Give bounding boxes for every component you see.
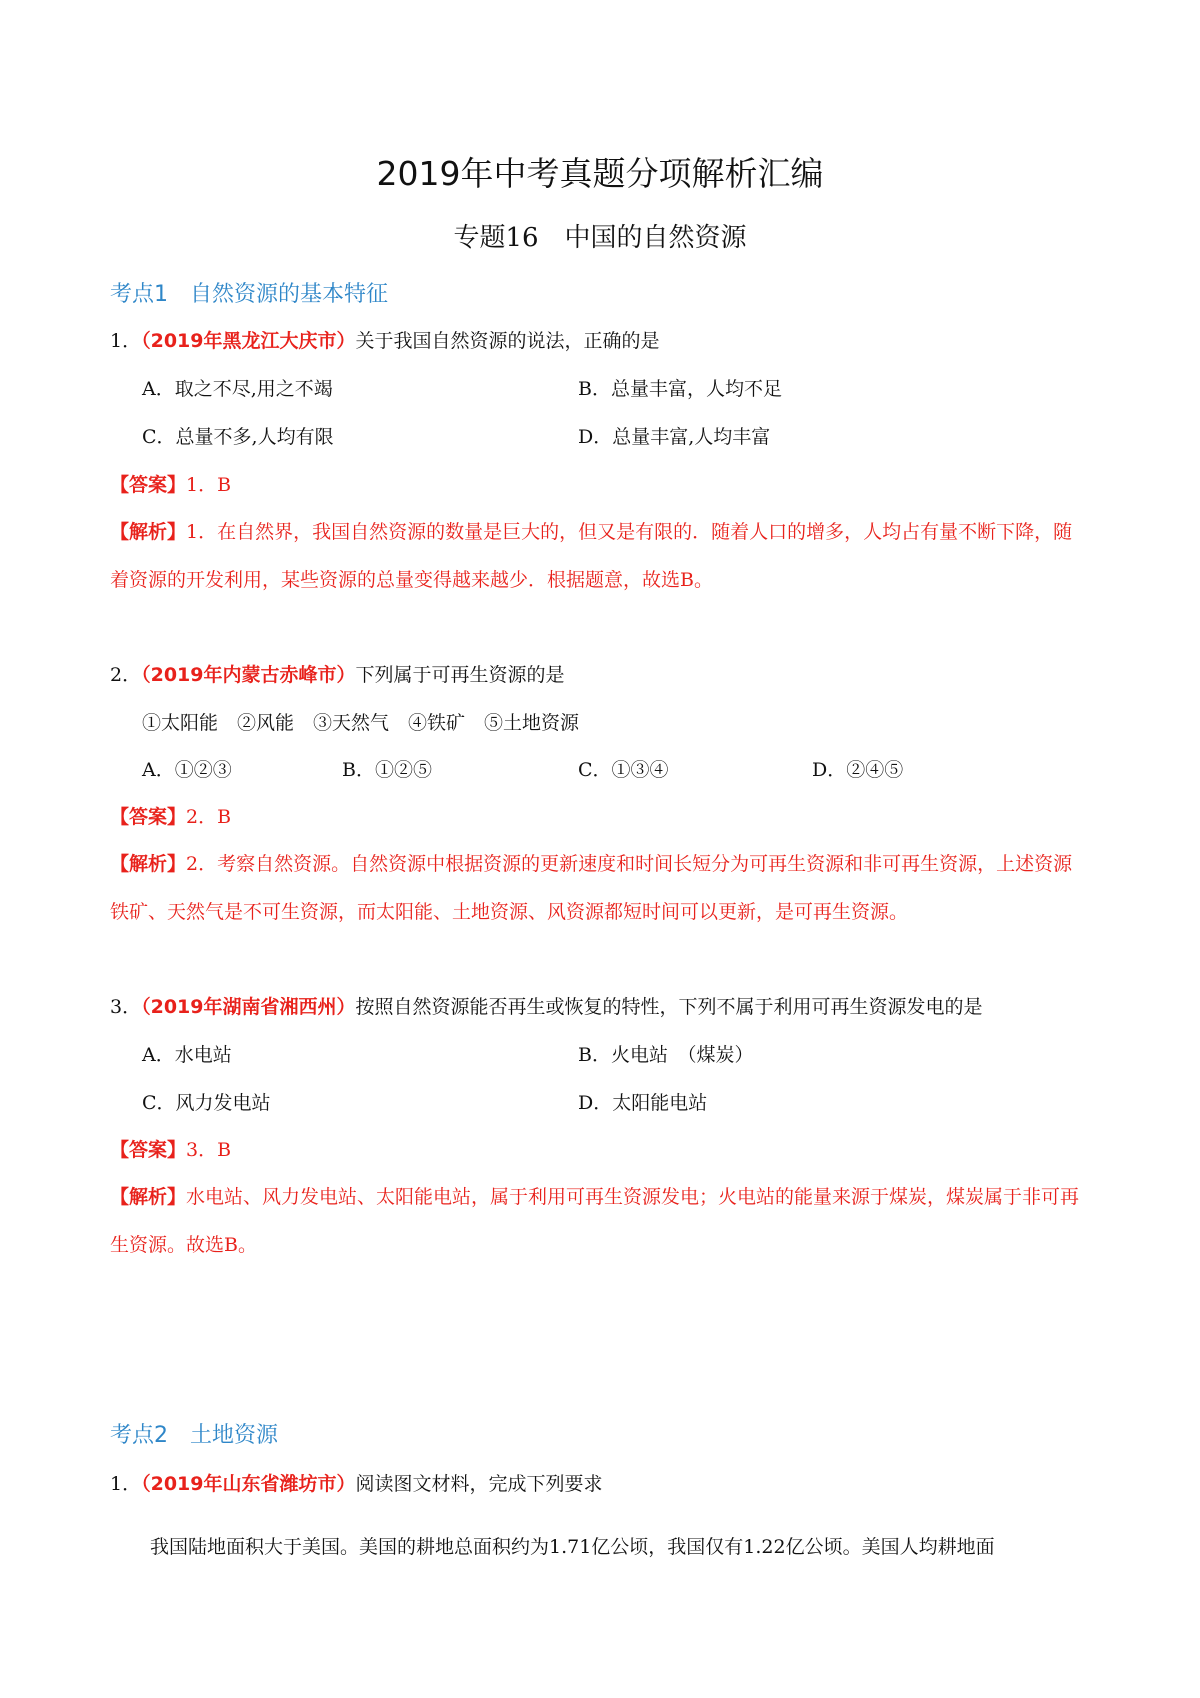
question-2-stem bbox=[110, 660, 565, 690]
question-text: 关于我国自然资源的说法，正确的是 bbox=[355, 330, 660, 352]
q1-option-a: A．取之不尽,用之不竭 bbox=[142, 378, 333, 400]
question-1-stem bbox=[110, 326, 660, 356]
analysis-text: 2．考察自然资源。自然资源中根据资源的更新速度和时间长短分为可再生资源和非可再生资源，上述资源铁矿、天然气是不可生资源，而太阳能、土地资源、风资源都短时间可以更新，是可再生资源。 bbox=[110, 853, 1073, 923]
analysis-text: 水电站、风力发电站、太阳能电站，属于利用可再生资源发电；火电站的能量来源于煤炭，煤炭属于非可再生资源。故选B。 bbox=[110, 1186, 1080, 1256]
question-source: （2019年山东省潍坊市） bbox=[141, 1473, 356, 1495]
answer-text: 2．B bbox=[186, 806, 232, 828]
q1-option-d: D．总量丰富,人均丰富 bbox=[578, 426, 771, 448]
q2-option-c: C．①③④ bbox=[578, 759, 669, 781]
analysis-tag: 【解析】 bbox=[110, 853, 187, 875]
q3-option-d: D．太阳能电站 bbox=[578, 1092, 708, 1114]
answer-text: 3．B bbox=[186, 1139, 232, 1161]
q1-option-c: C．总量不多,人均有限 bbox=[142, 426, 334, 448]
question-text: 按照自然资源能否再生或恢复的特性，下列不属于利用可再生资源发电的是 bbox=[355, 996, 983, 1018]
question-number: 2． bbox=[110, 664, 142, 686]
q3-answer bbox=[110, 1135, 231, 1165]
section2-question-1-stem bbox=[110, 1469, 603, 1499]
answer-text: 1．B bbox=[186, 474, 232, 496]
q2-option-a: A．①②③ bbox=[142, 759, 232, 781]
q1-option-b: B．总量丰富，人均不足 bbox=[578, 378, 782, 400]
q3-option-a: A．水电站 bbox=[142, 1044, 232, 1066]
question-source: （2019年内蒙古赤峰市） bbox=[141, 664, 356, 686]
q3-analysis bbox=[110, 1173, 1090, 1269]
q2-items: ①太阳能 ②风能 ③天然气 ④铁矿 ⑤土地资源 bbox=[142, 712, 580, 734]
q2-answer bbox=[110, 802, 231, 832]
q3-option-b: B．火电站 （煤炭） bbox=[578, 1044, 754, 1066]
q2-option-d: D．②④⑤ bbox=[812, 759, 904, 781]
section-heading-1: 考点1 自然资源的基本特征 bbox=[110, 282, 388, 307]
question-number: 1． bbox=[110, 1473, 142, 1495]
answer-tag: 【答案】 bbox=[110, 806, 187, 828]
question-source: （2019年湖南省湘西州） bbox=[141, 996, 356, 1018]
question-3-stem bbox=[110, 992, 983, 1022]
answer-tag: 【答案】 bbox=[110, 474, 187, 496]
question-text: 下列属于可再生资源的是 bbox=[355, 664, 565, 686]
question-number: 3． bbox=[110, 996, 142, 1018]
section-heading-2: 考点2 土地资源 bbox=[110, 1423, 278, 1448]
q3-option-c: C．风力发电站 bbox=[142, 1092, 271, 1114]
question-source: （2019年黑龙江大庆市） bbox=[141, 330, 356, 352]
analysis-text: 1．在自然界，我国自然资源的数量是巨大的，但又是有限的．随着人口的增多，人均占有量不断下降，随着资源的开发利用，某些资源的总量变得越来越少．根据题意，故选B。 bbox=[110, 521, 1073, 591]
page-subtitle: 专题16 中国的自然资源 bbox=[453, 223, 747, 253]
answer-tag: 【答案】 bbox=[110, 1139, 187, 1161]
question-text: 阅读图文材料，完成下列要求 bbox=[355, 1473, 603, 1495]
section2-question-1-material: 我国陆地面积大于美国。美国的耕地总面积约为1.71亿公顷，我国仅有1.22亿公顷。美国人均耕地面 bbox=[150, 1536, 995, 1558]
question-number: 1． bbox=[110, 330, 142, 352]
q2-option-b: B．①②⑤ bbox=[342, 759, 432, 781]
q1-answer bbox=[110, 470, 231, 500]
q2-analysis bbox=[110, 840, 1090, 936]
page-title: 2019年中考真题分项解析汇编 bbox=[376, 154, 824, 193]
analysis-tag: 【解析】 bbox=[110, 521, 187, 543]
analysis-tag: 【解析】 bbox=[110, 1186, 187, 1208]
q1-analysis bbox=[110, 508, 1090, 604]
